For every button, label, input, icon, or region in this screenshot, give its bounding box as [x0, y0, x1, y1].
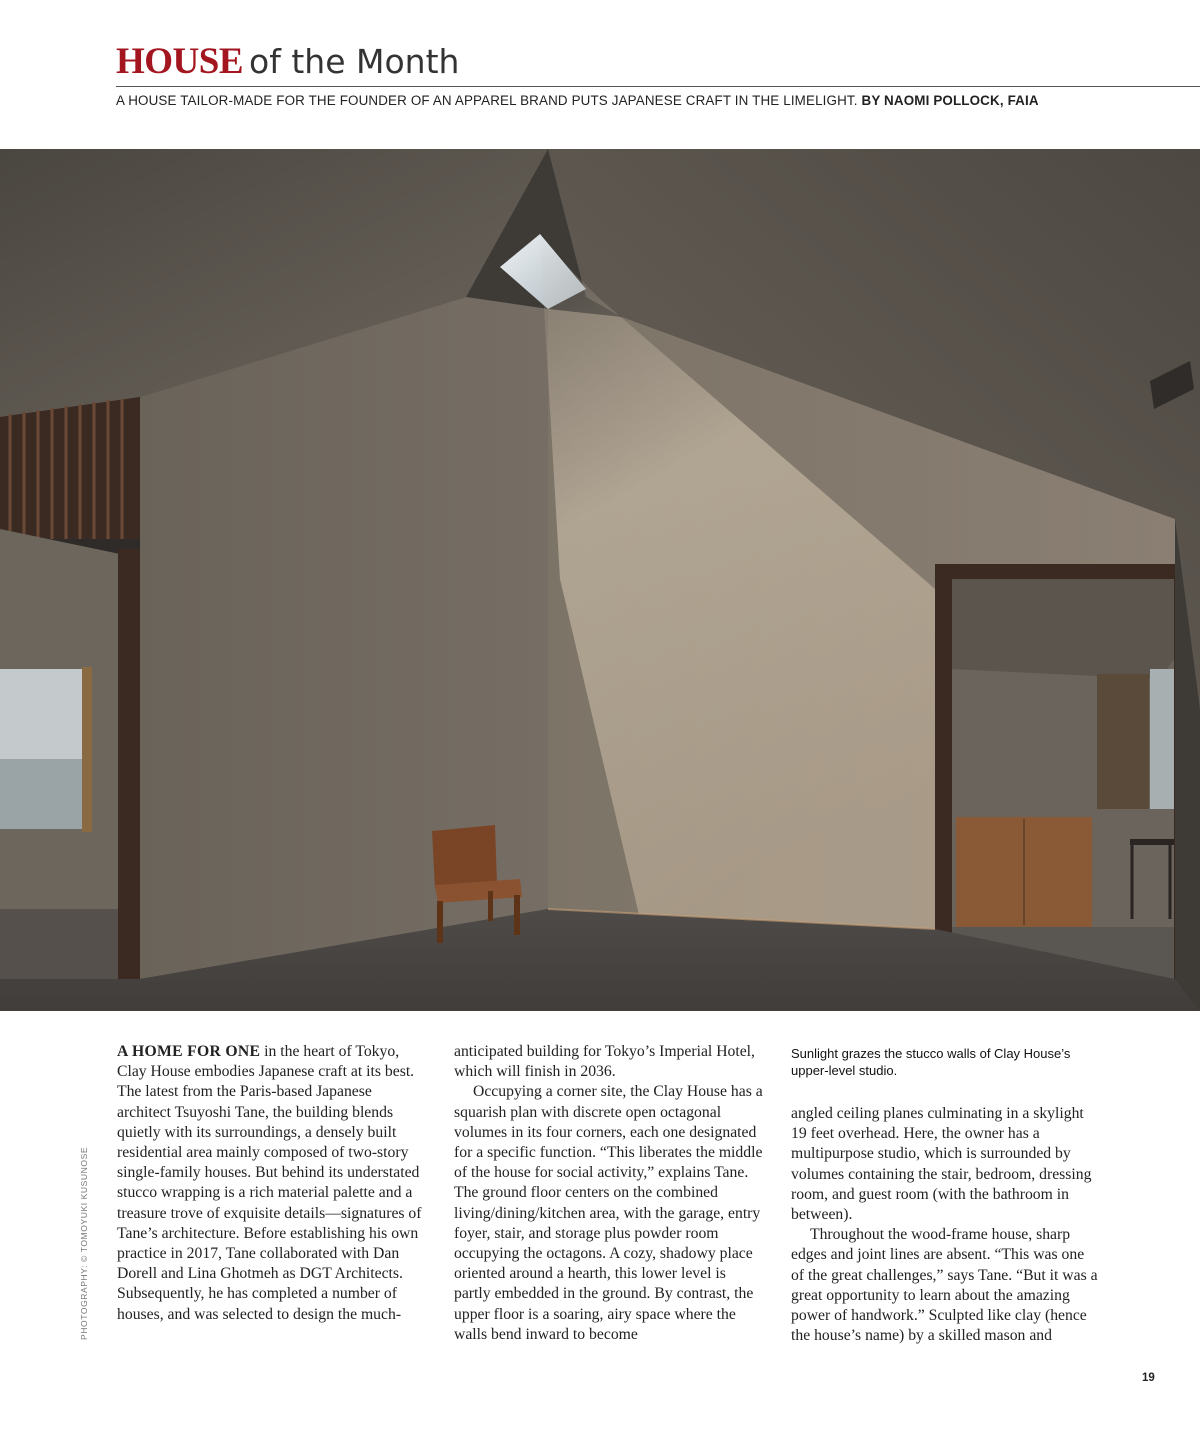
paragraph-text: in the heart of Tokyo, Clay House embodies Japanese craft at its best. The latest from the Paris-based Japanese architect Tsuyoshi Tane, the building blends quietly with its surroundings, a densely built residential area mainly composed of two-story single-family houses. But behind its understated stucco wrapping is a rich material palette and a treasure trove of exquisite details—signatures of Tane’s architecture. Before establishing his own practice in 2017, Tane collaborated with Dan Dorell and Lina Ghotmeh as DGT Architects. Subsequently, he has completed a number of houses, and was selected to design the much-	[117, 1043, 422, 1323]
interior-photo	[0, 149, 1200, 1011]
article-paragraph: anticipated building for Tokyo’s Imperial Hotel, which will finish in 2036.	[454, 1043, 755, 1081]
lead-in: A HOME FOR ONE	[117, 1043, 261, 1060]
department-header	[116, 40, 1200, 87]
article-paragraph: angled ceiling planes culminating in a skylight 19 feet overhead. Here, the owner has a multipurpose studio, which is surrounded by volumes containing the stair, bedroom, dressing room, and guest room (with the bathroom in between).	[791, 1105, 1092, 1224]
article-paragraph	[117, 1042, 427, 1325]
department-title-bold: HOUSE	[116, 41, 244, 82]
article-column-3	[791, 1104, 1101, 1346]
article-paragraph: Throughout the wood-frame house, sharp edges and joint lines are absent. “This was one of the great challenges,” says Tane. “But it was a great opportunity to learn about the amazing power of handwork.” Sculpted like clay (hence the house’s name) by a skilled mason and	[791, 1226, 1098, 1345]
article-deck	[116, 93, 1176, 108]
article-column-1	[117, 1042, 427, 1325]
photo-credit: PHOTOGRAPHY: © TOMOYUKI KUSUNOSE	[79, 1146, 89, 1340]
article-paragraph: Occupying a corner site, the Clay House has a squarish plan with discrete open octagonal volumes in its four corners, each one designated for a specific function. “This liberates the middle of the house for social activity,” explains Tane. The ground floor centers on the combined living/dining/kitchen area, with the garage, entry foyer, stair, and storage plus powder room occupying the octagons. A cozy, shadowy place oriented around a hearth, this lower level is partly embedded in the ground. By contrast, the upper floor is a soaring, airy space where the walls bend inward to become	[454, 1083, 763, 1343]
department-title-rest: of the Month	[249, 42, 460, 81]
article-column-2	[454, 1042, 764, 1345]
page-number: 19	[1142, 1372, 1155, 1384]
byline: BY NAOMI POLLOCK, FAIA	[861, 93, 1039, 108]
deck-text: A HOUSE TAILOR-MADE FOR THE FOUNDER OF AN APPAREL BRAND PUTS JAPANESE CRAFT IN THE LIMELIGHT.	[116, 93, 858, 108]
interior-photo-illustration	[0, 149, 1200, 1011]
photo-caption: Sunlight grazes the stucco walls of Clay House’s upper-level studio.	[791, 1046, 1071, 1078]
